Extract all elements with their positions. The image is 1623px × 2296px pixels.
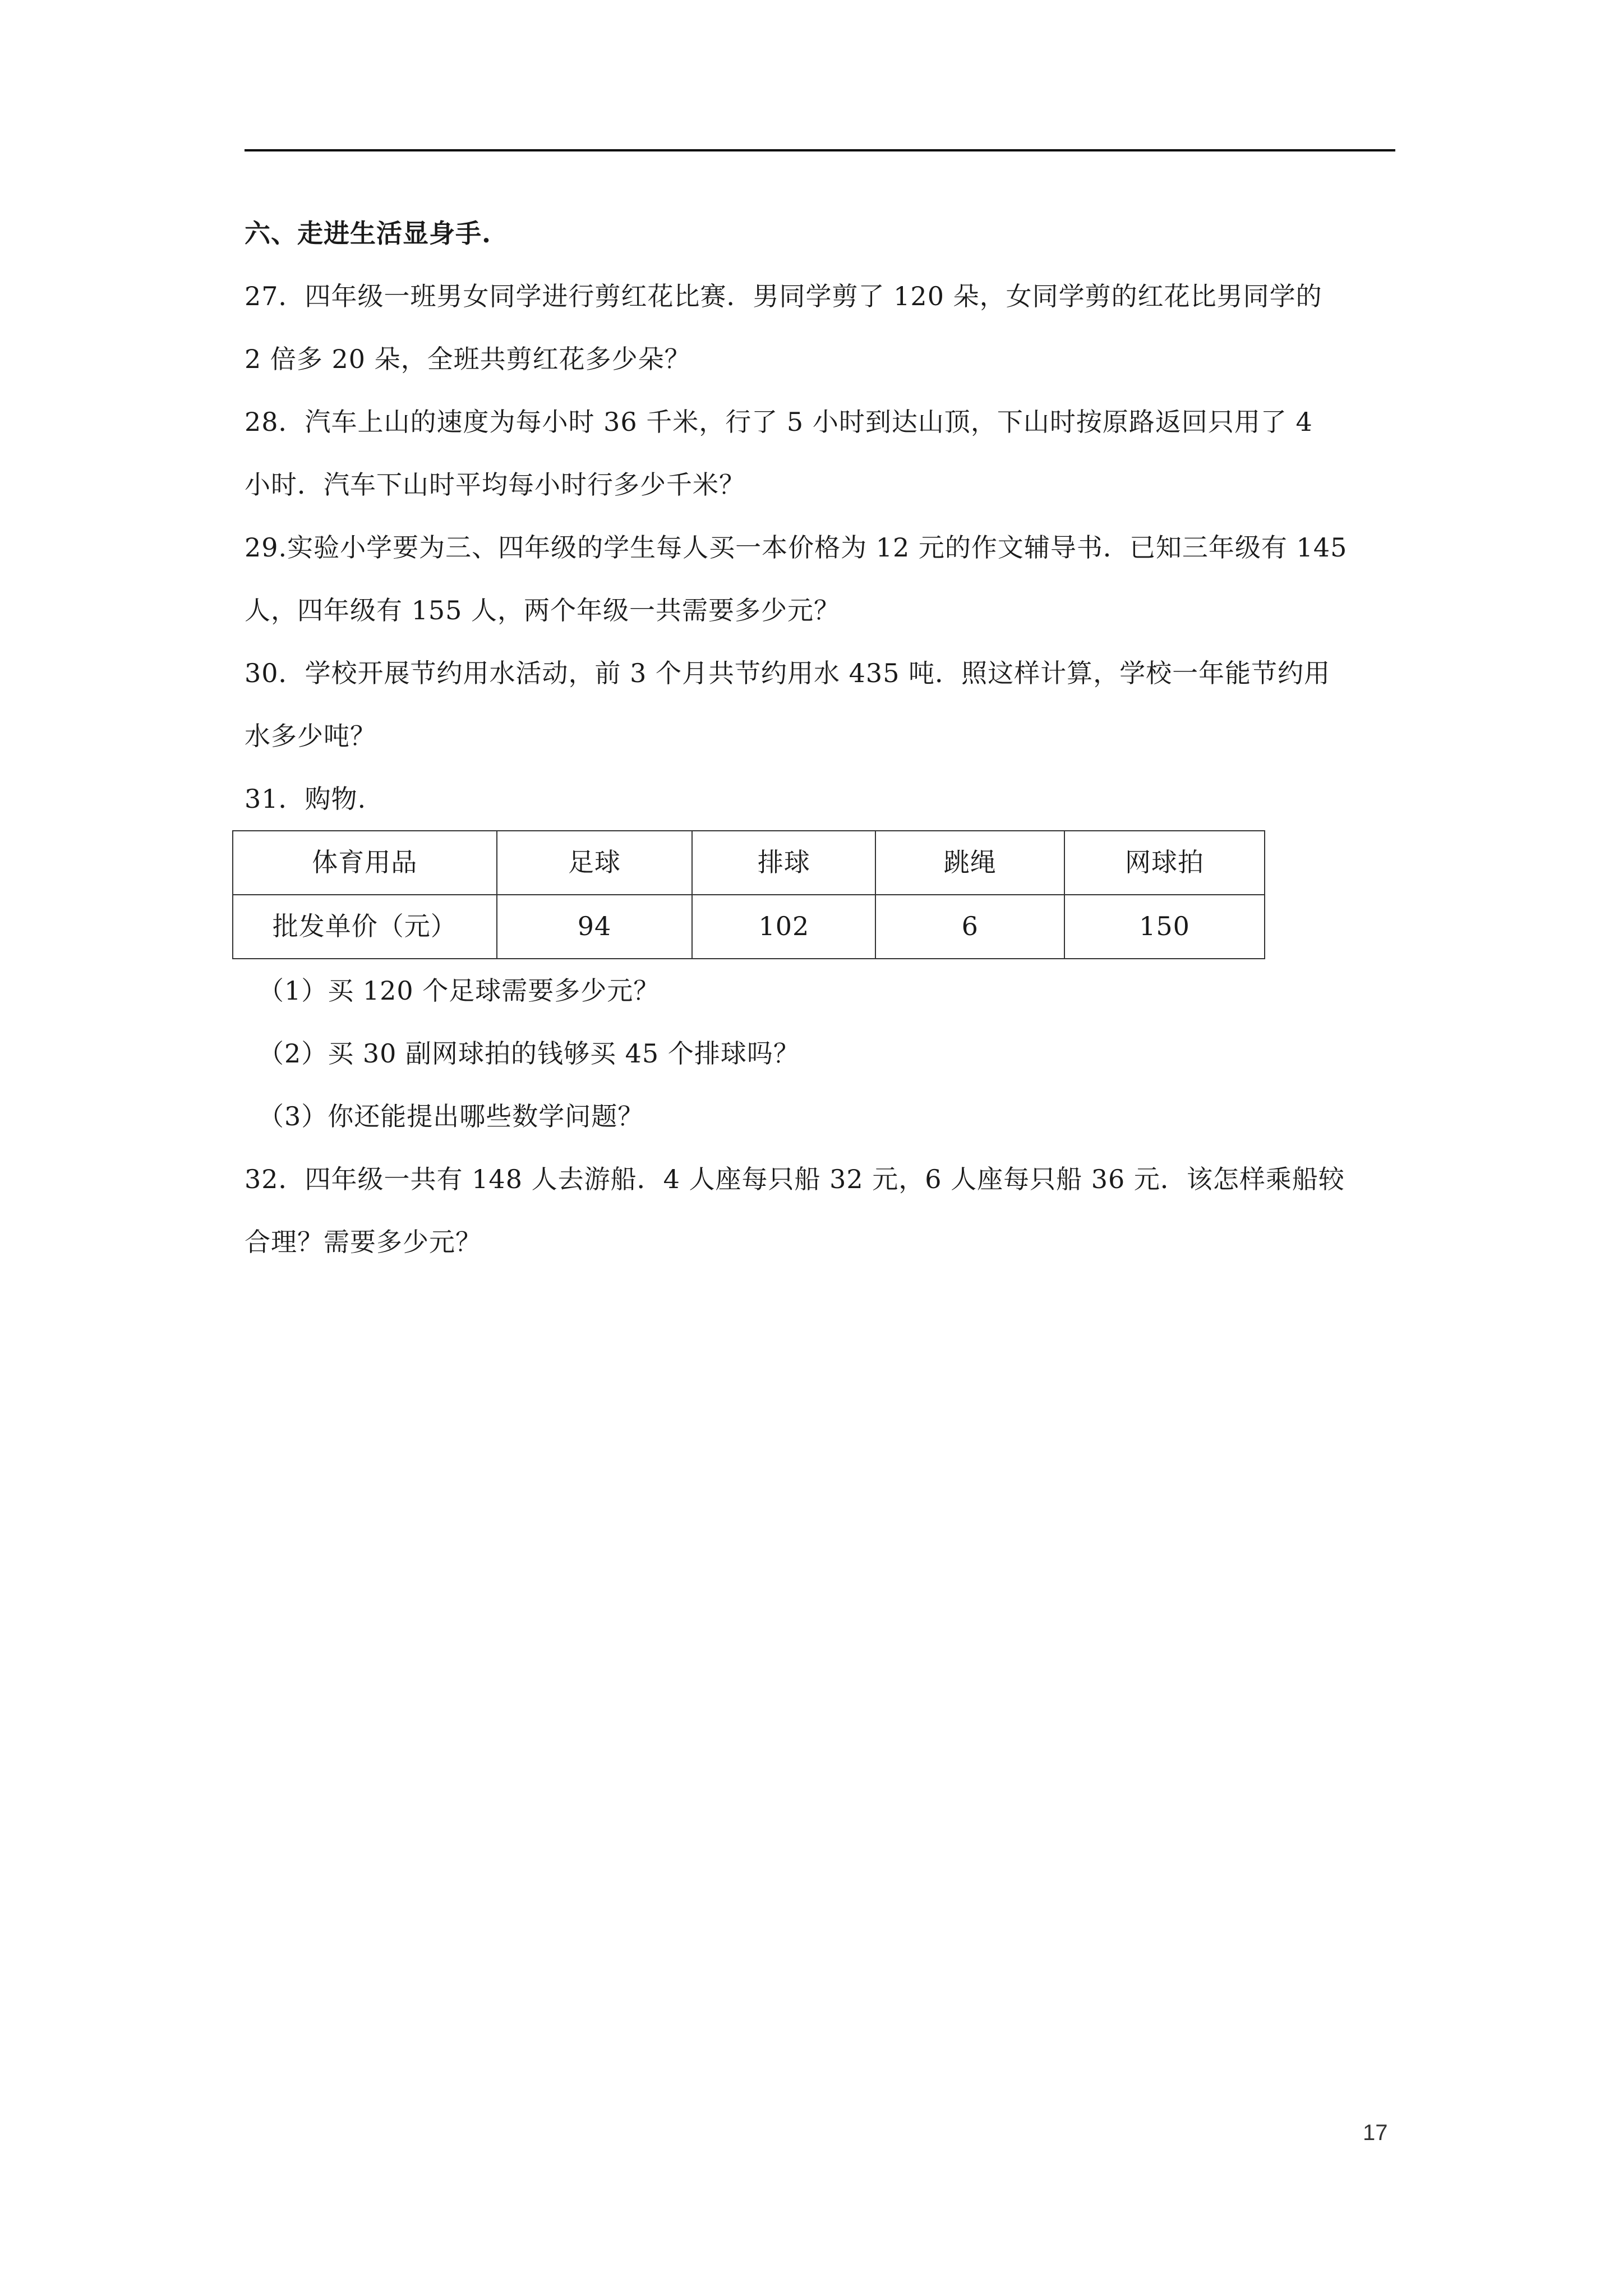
price-table (232, 830, 1265, 959)
table-header-cell: 体育用品 (233, 831, 497, 895)
question-30-line-1: 30．学校开展节约用水活动，前 3 个月共节约用水 435 吨．照这样计算，学校一年能节约用 (245, 658, 1331, 688)
question-30-line-2: 水多少吨？ (245, 721, 376, 751)
question-31-sub-3: （3）你还能提出哪些数学问题？ (258, 1101, 644, 1131)
table-cell: 94 (497, 895, 693, 959)
question-32-line-2: 合理？需要多少元？ (245, 1227, 482, 1257)
table-cell: 批发单价（元） (233, 895, 497, 959)
table-cell: 102 (692, 895, 875, 959)
question-27-line-1: 27．四年级一班男女同学进行剪红花比赛．男同学剪了 120 朵，女同学剪的红花比男同学的 (245, 281, 1322, 311)
page-content (245, 202, 1395, 1273)
question-31-title: 31．购物. (245, 784, 367, 814)
table-header-cell: 跳绳 (875, 831, 1064, 895)
header-rule (245, 149, 1395, 151)
table-header-cell: 排球 (692, 831, 875, 895)
table-cell: 150 (1064, 895, 1265, 959)
table-row (233, 895, 1265, 959)
table-cell: 6 (875, 895, 1064, 959)
question-29-line-2: 人，四年级有 155 人，两个年级一共需要多少元？ (245, 595, 841, 625)
section-title: 六、走进生活显身手. (245, 218, 492, 249)
table-header-cell: 网球拍 (1064, 831, 1265, 895)
question-28-line-2: 小时．汽车下山时平均每小时行多少千米？ (245, 470, 745, 500)
table-header-cell: 足球 (497, 831, 693, 895)
question-31-sub-2: （2）买 30 副网球拍的钱够买 45 个排球吗？ (258, 1038, 800, 1069)
table-header-row (233, 831, 1265, 895)
price-table-wrapper (232, 830, 1395, 959)
question-31-sub-1: （1）买 120 个足球需要多少元？ (258, 976, 660, 1006)
question-29-line-1: 29.实验小学要为三、四年级的学生每人买一本价格为 12 元的作文辅导书．已知三年级有 145 (245, 532, 1348, 563)
page-number: 17 (1363, 2120, 1388, 2145)
question-28-line-1: 28．汽车上山的速度为每小时 36 千米，行了 5 小时到达山顶，下山时按原路返回只用了 4 (245, 407, 1313, 437)
question-32-line-1: 32．四年级一共有 148 人去游船．4 人座每只船 32 元，6 人座每只船 36 元．该怎样乘船较 (245, 1164, 1345, 1194)
question-27-line-2: 2 倍多 20 朵，全班共剪红花多少朵？ (245, 344, 691, 374)
